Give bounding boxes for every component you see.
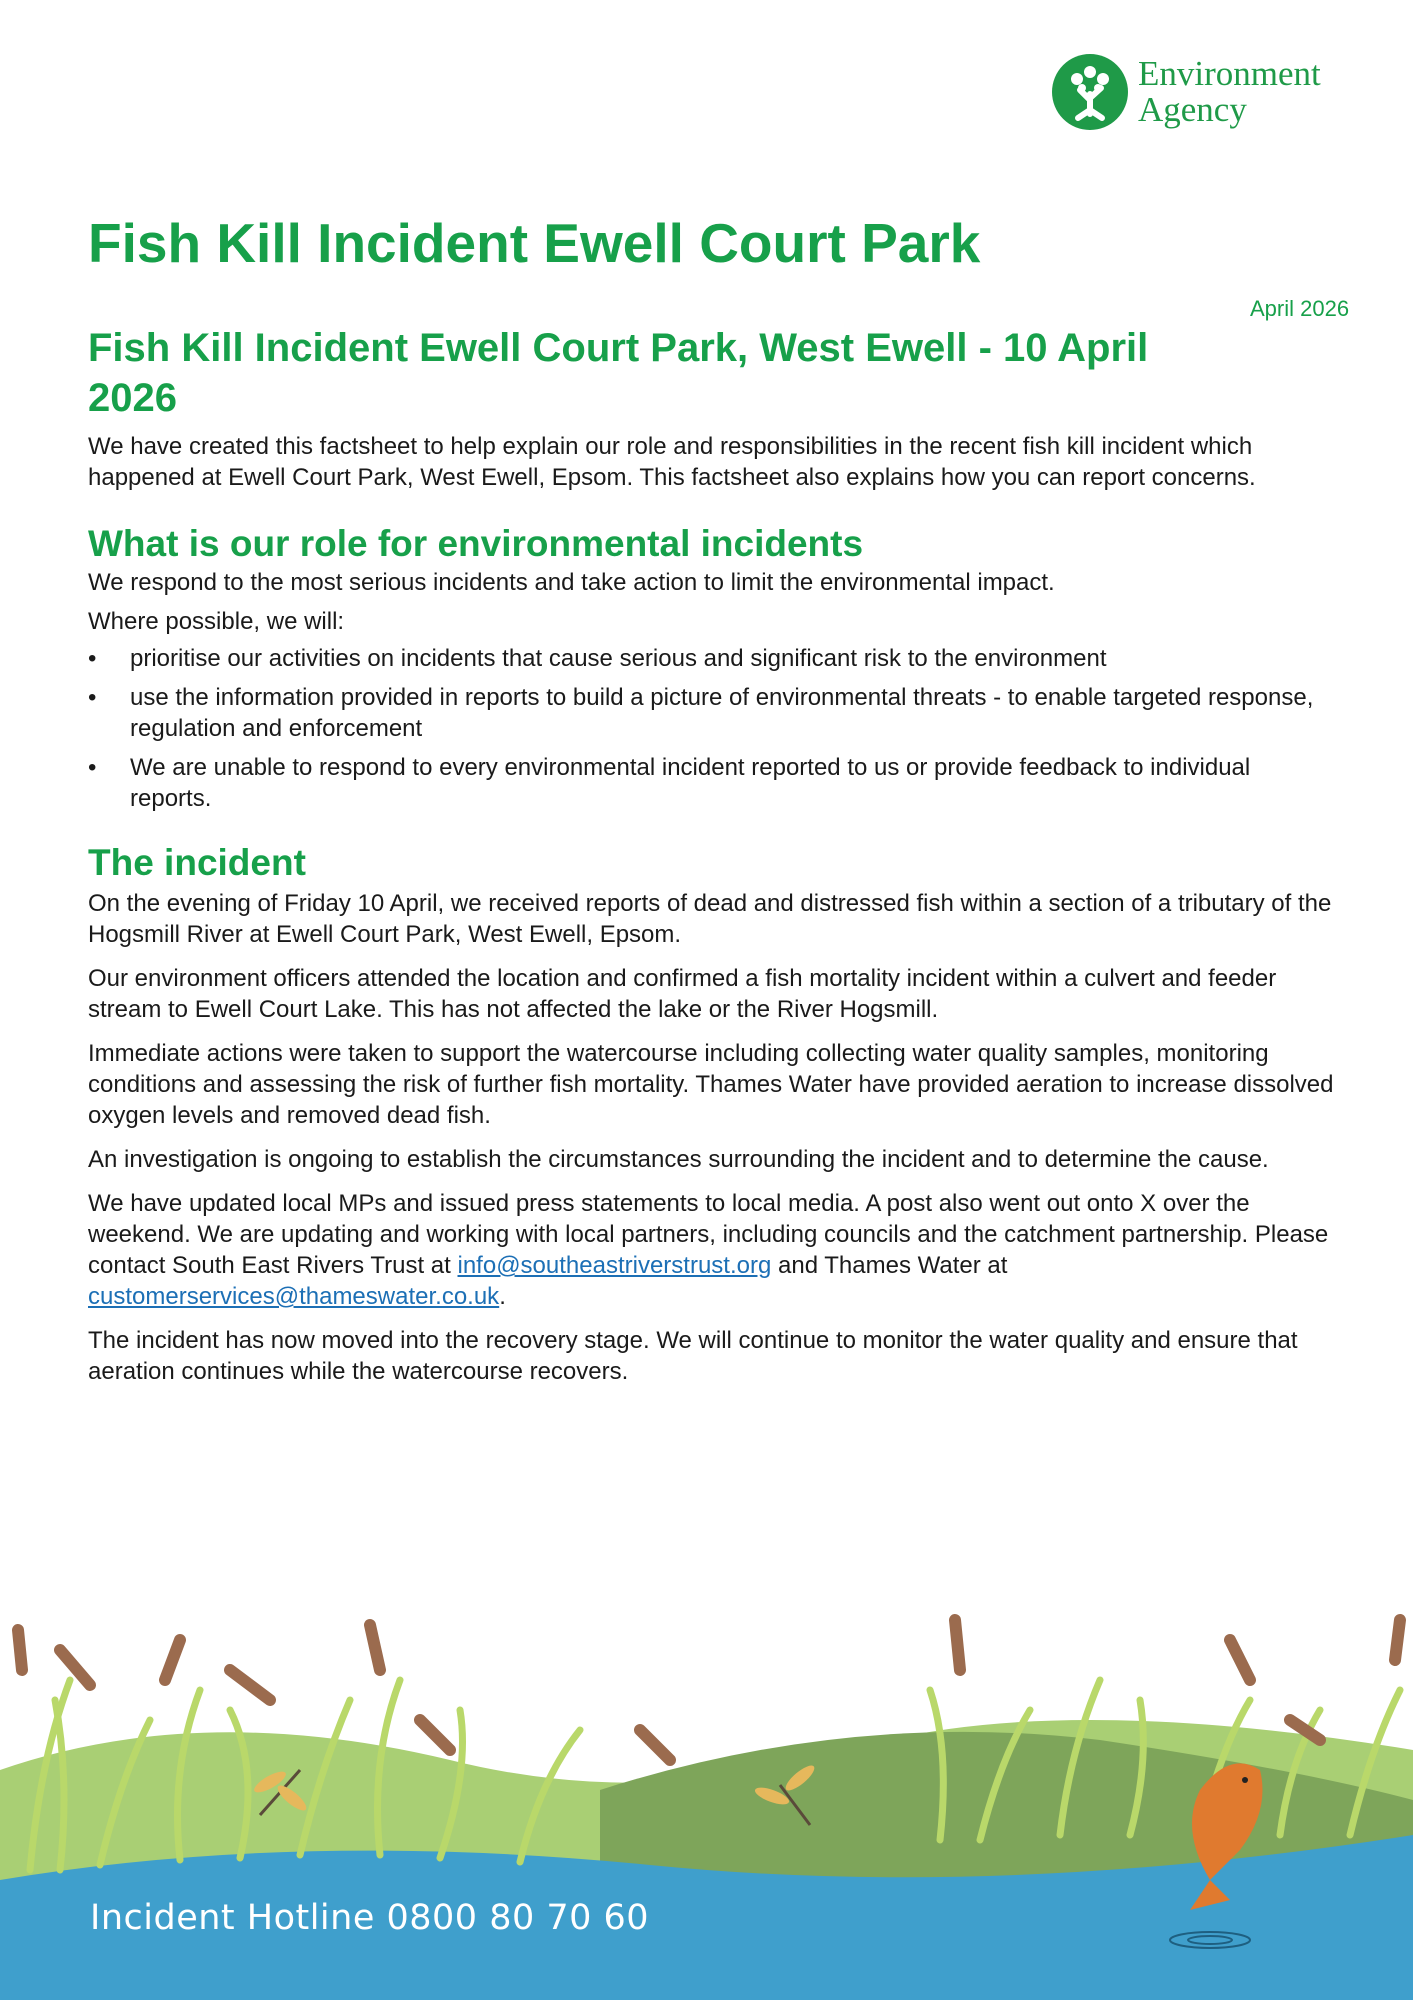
incident-section [88,888,1338,1387]
contact-text-2: and Thames Water at [771,1252,1008,1279]
incident-paragraph-1: On the evening of Friday 10 April, we received reports of dead and distressed fish within a section of a tributary of the Hogsmill River at Ewell Court Park, West Ewell, Epsom. [88,890,1332,948]
incident-paragraph-6: The incident has now moved into the recovery stage. We will continue to monitor the water quality and ensure that aeration continues while the watercourse recovers. [88,1327,1298,1385]
brand-line-1: Environment [1138,54,1321,93]
list-item-text: We are unable to respond to every environmental incident reported to us or provide feedback to individual reports. [130,754,1251,812]
role-bullet-list [88,643,1338,814]
list-item [88,752,1338,814]
intro-paragraph: We have created this factsheet to help explain our role and responsibilities in the recent fish kill incident which happened at Ewell Court Park, West Ewell, Epsom. This factsheet also explains how you can report concerns. [88,433,1256,491]
oak-tree-logo-icon [1050,52,1130,132]
publication-date: April 2026 [1250,296,1350,321]
list-item-text: prioritise our activities on incidents that cause serious and significant risk to the environment [130,645,1107,672]
role-paragraph-1: We respond to the most serious incidents and take action to limit the environmental impact. [88,569,1055,596]
incident-paragraph-3: Immediate actions were taken to support the watercourse including collecting water quality samples, monitoring conditions and assessing the risk of further fish mortality. Thames Water have provided aeration to increase dissolved oxygen levels and removed dead fish. [88,1040,1334,1129]
environment-agency-logo [1050,48,1350,138]
contact-text-3: . [499,1283,506,1310]
bullet-icon: • [88,754,97,781]
list-item [88,682,1338,744]
subtitle: Fish Kill Incident Ewell Court Park, West Ewell - 10 April 2026 [88,326,1149,420]
brand-line-2: Agency [1138,90,1247,129]
bullet-icon: • [88,645,97,672]
bullet-icon: • [88,684,97,711]
list-item-text: use the information provided in reports to build a picture of environmental threats - to enable targeted response, regulation and enforcement [130,684,1314,742]
role-heading: What is our role for environmental incidents [88,523,864,564]
brand-name [1138,56,1321,128]
wetland-footer-illustration [0,1600,1413,2000]
list-item [88,643,1338,674]
incident-heading: The incident [88,842,306,883]
thames-water-email-link[interactable]: customerservices@thameswater.co.uk [88,1283,500,1310]
rivers-trust-email-link[interactable]: info@southeastriverstrust.org [457,1252,772,1279]
incident-paragraph-4: An investigation is ongoing to establish the circumstances surrounding the incident and to determine the cause. [88,1146,1269,1173]
incident-paragraph-5 [88,1188,1338,1312]
contact-text-1: We have updated local MPs and issued press statements to local media. A post also went out onto X over the weekend. We are updating and working with local partners, including councils and the catchment partnership. Please contact South East Rivers Trust at [88,1190,1329,1279]
factsheet-content [88,323,1338,1400]
page-title: Fish Kill Incident Ewell Court Park [88,212,981,274]
incident-hotline: Incident Hotline 0800 80 70 60 [90,1898,650,1938]
incident-paragraph-2: Our environment officers attended the location and confirmed a fish mortality incident within a culvert and feeder stream to Ewell Court Lake. This has not affected the lake or the River Hogsmill. [88,965,1277,1023]
role-paragraph-2: Where possible, we will: [88,608,345,635]
